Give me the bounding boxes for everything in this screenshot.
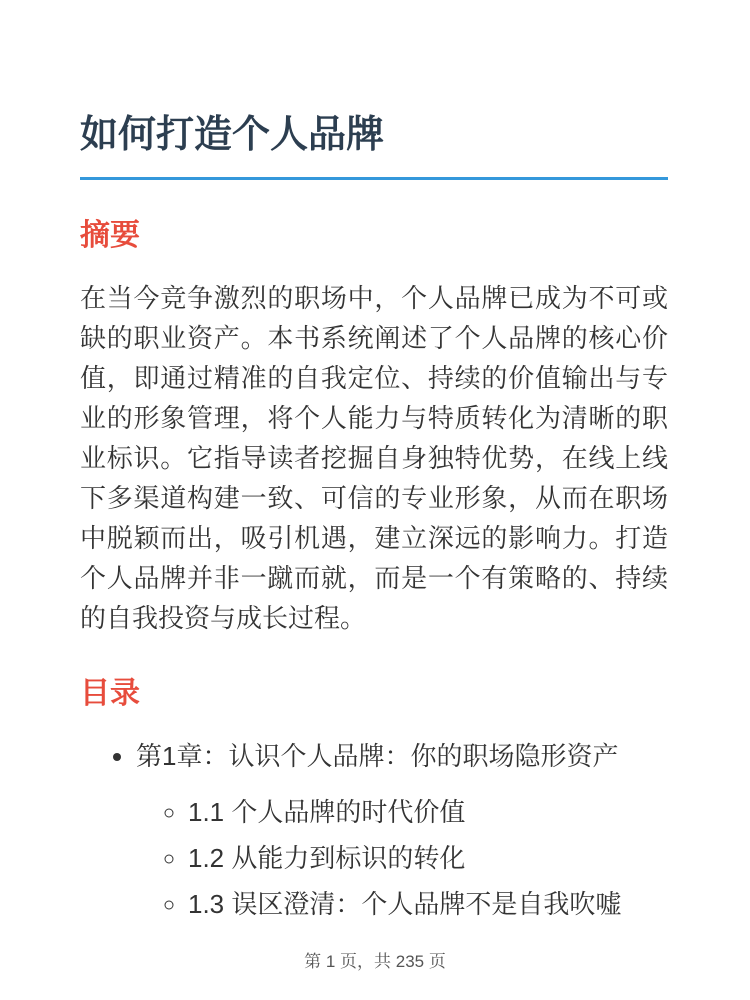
toc-chapter-label: 第1章：认识个人品牌：你的职场隐形资产 — [136, 740, 619, 771]
toc-sub-item — [188, 884, 668, 924]
abstract-section — [80, 218, 668, 638]
toc-heading: 目录 — [80, 676, 140, 710]
abstract-heading: 摘要 — [80, 218, 140, 252]
toc-sub-item — [188, 838, 668, 878]
toc-list — [80, 736, 668, 924]
toc-sub-item-label: 1.3 误区澄清：个人品牌不是自我吹嘘 — [188, 888, 622, 919]
toc-sub-item-label: 1.1 个人品牌的时代价值 — [188, 796, 466, 827]
page-title: 如何打造个人品牌 — [80, 112, 668, 180]
page-footer — [0, 947, 750, 972]
toc-sub-item — [188, 792, 668, 832]
toc-sublist — [136, 792, 668, 924]
abstract-paragraph: 在当今竞争激烈的职场中，个人品牌已成为不可或缺的职业资产。本书系统阐述了个人品牌的核心价值，即通过精准的自我定位、持续的价值输出与专业的形象管理，将个人能力与特质转化为清晰的职业标识。它指导读者挖掘自身独特优势，在线上线下多渠道构建一致、可信的专业形象，从而在职场中脱颖而出，吸引机遇，建立深远的影响力。打造个人品牌并非一蹴而就，而是一个有策略的、持续的自我投资与成长过程。 — [80, 282, 668, 633]
toc-section — [80, 676, 668, 924]
toc-sub-item-label: 1.2 从能力到标识的转化 — [188, 842, 466, 873]
page-number: 第 1 页，共 235 页 — [304, 952, 446, 971]
toc-chapter-item — [136, 736, 668, 924]
